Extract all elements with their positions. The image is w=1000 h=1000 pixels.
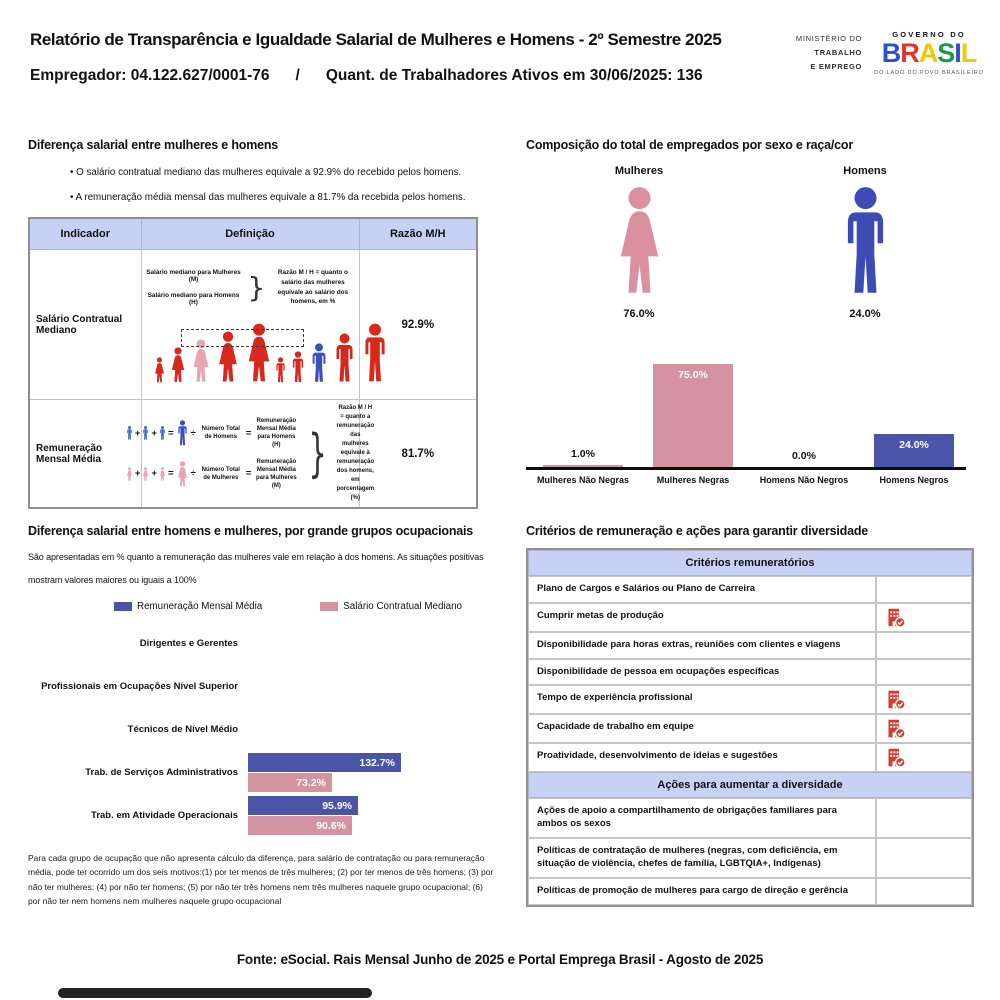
median-women-line: Salário mediano para Mulheres (M) xyxy=(146,269,241,283)
table-section-header: Ações para aumentar a diversidade xyxy=(528,772,972,798)
women-label: Mulheres xyxy=(614,165,664,177)
men-percent: 24.0% xyxy=(849,308,881,320)
government-logo xyxy=(874,30,984,76)
median-ratio-note: Razão M / H = quanto o salário das mulheres equivale ao salário dos homens, em % xyxy=(277,269,349,306)
bottom-indicator-bar xyxy=(58,988,372,998)
bullet-median-salary: • O salário contratual mediano das mulheres equivale a 92.9% do recebido pelos homens. xyxy=(70,167,476,178)
indicator-table xyxy=(28,217,478,509)
criterion-label: Tempo de experiência profissional xyxy=(528,685,876,714)
mean-formula-rows xyxy=(126,417,299,490)
man-figure-icon xyxy=(290,351,306,383)
bars-group xyxy=(248,752,498,793)
man-figure-icon xyxy=(176,420,189,446)
people-height-diagram xyxy=(145,313,356,383)
employer-id: Empregador: 04.122.627/0001-76 xyxy=(30,67,270,84)
category-label: Homens Não Negros xyxy=(759,475,849,485)
category-label: Mulheres Não Negras xyxy=(536,475,630,485)
criterion-label: Capacidade de trabalho em equipe xyxy=(528,714,876,743)
woman-icon xyxy=(526,186,752,296)
bullet-mean-salary: • A remuneração média mensal das mulheres equivale a 81.7% da recebida pelos homens. xyxy=(70,192,476,203)
table-row xyxy=(528,603,972,632)
salary-gap-bullets xyxy=(70,167,476,203)
table-row xyxy=(528,878,972,905)
criterion-label: Políticas de contratação de mulheres (negras, com deficiência, em situação de violência, chefes de família, LGBTQIA+, Indígenas) xyxy=(528,838,876,878)
criterion-label: Plano de Cargos e Salários ou Plano de Carreira xyxy=(528,576,876,603)
criteria-title: Critérios de remuneração e ações para garantir diversidade xyxy=(526,524,869,538)
criteria-section xyxy=(526,524,974,907)
definition-diagram-mean xyxy=(134,400,375,509)
criterion-empty-cell xyxy=(876,576,972,603)
chart-row xyxy=(28,665,498,708)
criterion-used-cell xyxy=(876,685,972,714)
chart-row xyxy=(28,622,498,665)
brasil-logo xyxy=(874,39,984,67)
salary-gap-section xyxy=(28,138,476,509)
woman-figure-icon xyxy=(176,461,189,487)
chart-legend xyxy=(114,601,498,612)
criterion-empty-cell xyxy=(876,878,972,905)
ministry-line2: TRABALHO xyxy=(814,48,863,58)
table-header-row xyxy=(29,218,477,250)
gender-split xyxy=(526,165,978,320)
criterion-used-cell xyxy=(876,743,972,772)
government-tagline: DO LADO DO POVO BRASILEIRO xyxy=(874,70,984,77)
table-row xyxy=(528,838,972,878)
bar-value-label: 1.0% xyxy=(571,448,595,460)
composition-title: Composição do total de empregados por sexo e raça/cor xyxy=(526,138,853,152)
woman-figure-icon xyxy=(169,347,187,383)
man-figure-icon xyxy=(142,426,149,440)
criterion-empty-cell xyxy=(876,798,972,838)
median-dashed-lines xyxy=(181,329,304,347)
table-row xyxy=(528,798,972,838)
criterion-used-cell xyxy=(876,714,972,743)
result-label: Remuneração Mensal Média para Homens (H) xyxy=(256,418,297,449)
category-label: Dirigentes e Gerentes xyxy=(139,638,238,649)
median-men-line: Salário mediano para Homens (H) xyxy=(147,292,240,306)
logos xyxy=(796,30,984,76)
col-header-definition: Definição xyxy=(141,218,359,250)
result-label: Remuneração Mensal Média para Mulheres (M) xyxy=(256,458,297,489)
woman-figure-icon xyxy=(142,467,149,481)
ministry-logo xyxy=(796,32,862,75)
occupational-footnote: Para cada grupo de ocupação que não apresenta cálculo da diferença, para salário de contratação ou para remuneração média, pode ter ocorrido um dos seis motivos:(1) por ter menos de três mulheres; (2) por ter menos de três homens; (3) por não ter mulheres; (4) por não ter homens; (5) por não ter três homens nem três mulheres naquele grupo ocupacional; (6) por não ter nem homens nem mulheres naquele grupo ocupacional xyxy=(28,853,494,907)
source-footer: Fonte: eSocial. Rais Mensal Junho de 2025 e Portal Emprega Brasil - Agosto de 2025 xyxy=(236,952,764,967)
bar-value-label: 24.0% xyxy=(899,439,929,451)
col-header-indicator: Indicador xyxy=(29,218,141,250)
brand-letter: I xyxy=(954,38,961,68)
brand-letter: A xyxy=(918,38,938,68)
table-row xyxy=(29,400,477,509)
ratio-value: 81.7% xyxy=(359,400,477,509)
bar xyxy=(543,465,623,467)
criterion-label: Políticas de promoção de mulheres para cargo de direção e gerência xyxy=(528,878,876,905)
criterion-label: Disponibilidade de pessoa em ocupações específicas xyxy=(528,659,876,686)
man-figure-icon xyxy=(159,426,166,440)
bars-group xyxy=(248,795,498,836)
men-summary xyxy=(752,165,978,320)
category-label: Mulheres Negras xyxy=(656,475,730,485)
brand-letter: B xyxy=(881,38,901,68)
median-definition-text xyxy=(145,268,356,306)
col-header-ratio: Razão M/H xyxy=(359,218,477,250)
divisor-label: Número Total de Mulheres xyxy=(201,466,240,481)
criterion-label: Proatividade, desenvolvimento de ideias e sugestões xyxy=(528,743,876,772)
legend-swatch-blue xyxy=(114,602,132,611)
chart-row xyxy=(28,794,498,837)
woman-figure-icon xyxy=(153,357,166,383)
building-check-icon xyxy=(885,718,906,739)
chart-row xyxy=(28,708,498,751)
salary-gap-title: Diferença salarial entre mulheres e homens xyxy=(28,138,279,152)
occupational-title: Diferença salarial entre homens e mulheres, por grande grupos ocupacionais xyxy=(28,524,474,538)
criterion-used-cell xyxy=(876,603,972,632)
woman-figure-icon xyxy=(126,467,133,481)
occupational-subtitle-line2: mostram valores maiores ou iguais a 100% xyxy=(28,575,197,585)
table-row xyxy=(528,743,972,772)
government-logo-top: GOVERNO DO xyxy=(892,30,966,39)
category-label: Profissionais em Ocupações Nível Superior xyxy=(41,681,238,692)
man-figure-icon xyxy=(126,426,133,440)
divisor-label: Número Total de Homens xyxy=(201,426,240,441)
category-label: Trab. de Serviços Administrativos xyxy=(85,767,238,778)
indicator-name: Remuneração Mensal Média xyxy=(29,400,141,509)
table-row xyxy=(29,250,477,400)
table-row xyxy=(528,576,972,603)
mean-ratio-note: Razão M / H = quanto a remuneração das mulheres equivale à remuneração dos homens, em porcentagem (%) xyxy=(336,405,375,501)
criterion-label: Cumprir metas de produção xyxy=(528,603,876,632)
separator: / xyxy=(295,67,300,84)
brand-letter: L xyxy=(960,38,977,68)
brace-glyph: } xyxy=(247,271,266,304)
bar-value-label: 95.9% xyxy=(322,799,352,812)
bar xyxy=(248,796,358,815)
bar-value-label: 0.0% xyxy=(792,450,816,462)
legend-swatch-pink xyxy=(320,602,338,611)
definition-diagram-median xyxy=(141,250,359,400)
bar-value-label: 73.2% xyxy=(296,776,326,789)
legend-label: Salário Contratual Mediano xyxy=(343,601,462,612)
criterion-label: Ações de apoio a compartilhamento de obrigações familiares para ambos os sexos xyxy=(528,798,876,838)
criterion-empty-cell xyxy=(876,632,972,659)
brace-glyph: } xyxy=(308,423,327,484)
ratio-value: 92.9% xyxy=(359,250,477,400)
table-row xyxy=(528,714,972,743)
bar xyxy=(248,753,401,772)
category-label: Trab. em Atividade Operacionais xyxy=(91,810,238,821)
table-row xyxy=(528,632,972,659)
page-title: Relatório de Transparência e Igualdade Salarial de Mulheres e Homens - 2º Semestre 2025 xyxy=(30,30,722,49)
composition-section xyxy=(526,138,978,502)
criterion-empty-cell xyxy=(876,838,972,878)
report-subtitle xyxy=(30,67,721,85)
ministry-line1: MINISTÉRIO DO xyxy=(795,33,863,43)
man-figure-icon xyxy=(332,333,357,383)
table-section-header: Critérios remuneratórios xyxy=(528,550,972,576)
legend-item-mean xyxy=(114,601,262,612)
criterion-empty-cell xyxy=(876,659,972,686)
occupational-bar-chart xyxy=(28,622,498,837)
mean-definition-diagram xyxy=(134,404,375,503)
median-formula-lines xyxy=(145,269,243,306)
active-workers-count: Quant. de Trabalhadores Ativos em 30/06/2025: 136 xyxy=(325,67,703,84)
criteria-table xyxy=(526,548,974,907)
bar xyxy=(248,816,352,835)
bar xyxy=(248,773,332,792)
women-percent: 76.0% xyxy=(623,308,655,320)
brand-letter: S xyxy=(937,38,955,68)
man-figure-icon xyxy=(838,186,893,296)
man-figure-icon xyxy=(309,343,329,383)
men-label: Homens xyxy=(843,165,887,177)
woman-figure-icon xyxy=(612,186,667,296)
occupational-subtitle-line1: São apresentadas em % quanto a remuneração das mulheres vale em relação à dos homens. As situações positivas xyxy=(28,552,484,562)
building-check-icon xyxy=(885,689,906,710)
bar-value-label: 75.0% xyxy=(678,369,708,381)
criterion-label: Disponibilidade para horas extras, reuniões com clientes e viagens xyxy=(528,632,876,659)
chart-row xyxy=(28,751,498,794)
category-label: Técnicos de Nível Médio xyxy=(127,724,238,735)
table-row xyxy=(528,659,972,686)
report-header xyxy=(30,30,721,85)
formula-row: + + = ÷ Número Total de Homens = Remuneração Mensal Média para Homens (H) xyxy=(126,417,299,449)
building-check-icon xyxy=(885,747,906,768)
women-summary xyxy=(526,165,752,320)
man-icon xyxy=(752,186,978,296)
man-figure-icon xyxy=(274,357,287,383)
bar-value-label: 132.7% xyxy=(359,756,395,769)
occupational-section xyxy=(28,524,498,909)
ministry-line3: E EMPREGO xyxy=(810,62,863,72)
table-row xyxy=(528,685,972,714)
formula-row: + + = ÷ Número Total de Mulheres = Remuneração Mensal Média para Mulheres (M) xyxy=(126,458,299,490)
legend-item-median xyxy=(320,601,462,612)
indicator-name: Salário Contratual Mediano xyxy=(29,250,141,400)
building-check-icon xyxy=(885,607,906,628)
category-label: Homens Negros xyxy=(879,475,949,485)
woman-figure-icon xyxy=(159,467,166,481)
man-figure-icon xyxy=(360,323,390,383)
legend-label: Remuneração Mensal Média xyxy=(137,601,263,612)
brand-letter: R xyxy=(900,38,919,68)
bar-value-label: 90.6% xyxy=(316,819,346,832)
race-gender-bar-chart xyxy=(526,342,970,502)
x-axis xyxy=(526,467,966,470)
